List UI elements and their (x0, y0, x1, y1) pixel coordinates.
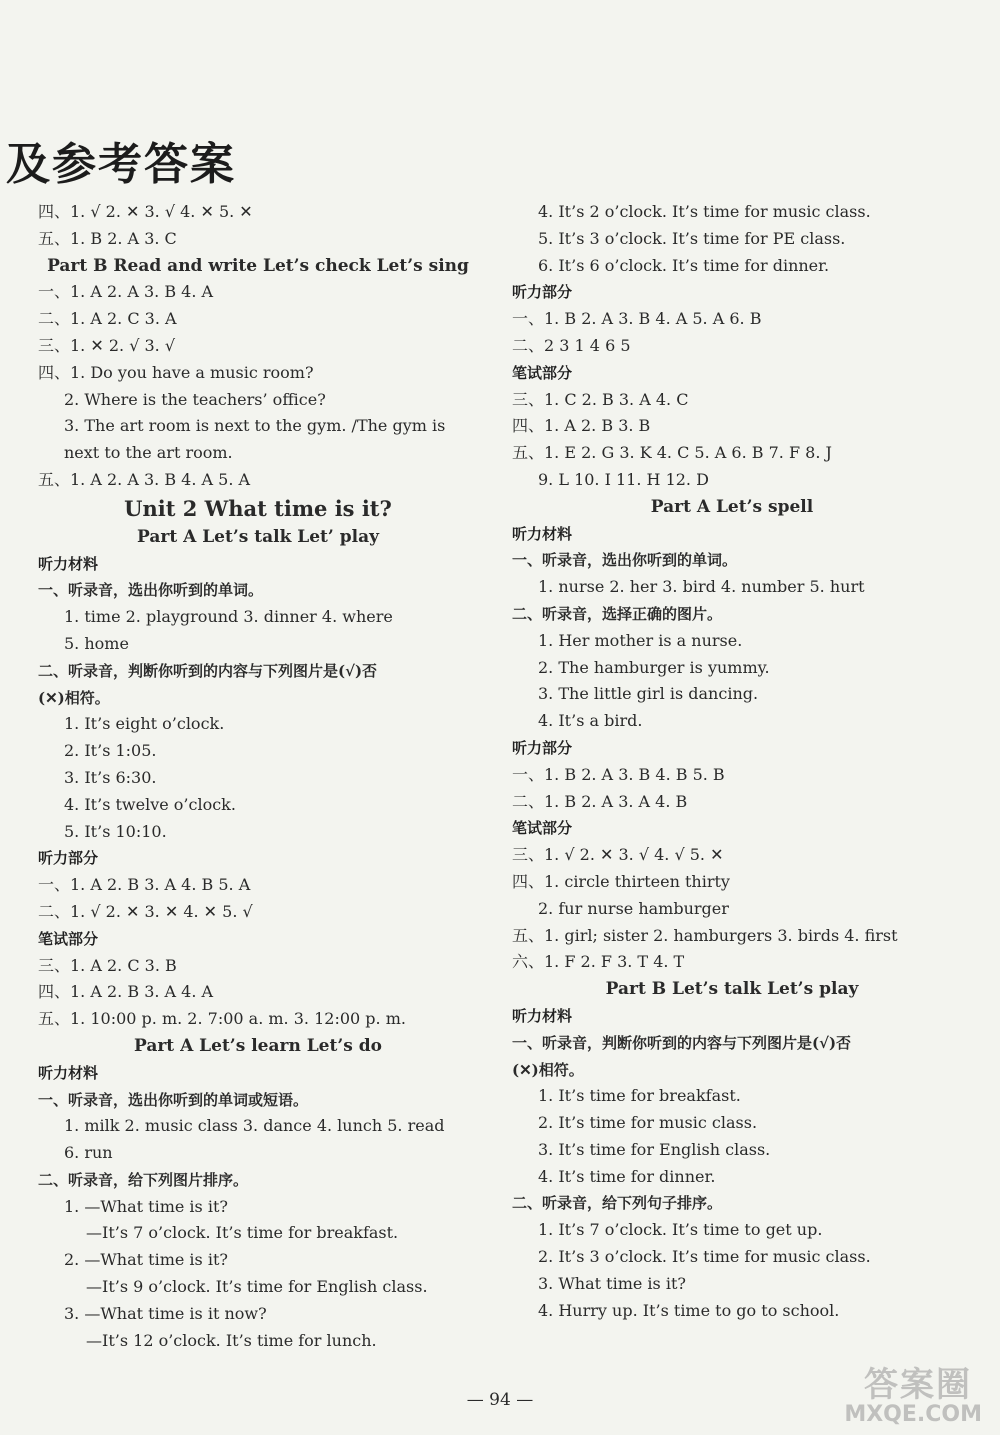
answer-line: 二、1. A 2. C 3. A (38, 309, 177, 329)
answer-line: 六、1. F 2. F 3. T 4. T (512, 952, 685, 972)
answer-line: 5. home (64, 633, 129, 653)
answer-line: 三、1. √ 2. ✕ 3. √ 4. √ 5. ✕ (512, 845, 724, 865)
answer-line: 一、1. B 2. A 3. B 4. B 5. B (512, 764, 725, 784)
section-heading: Part A Let’s talk Let’ play (137, 526, 379, 547)
answer-line: 3. The little girl is dancing. (538, 684, 759, 704)
section-heading: Part A Let’s spell (650, 496, 814, 517)
answer-line: 1. It’s 7 o’clock. It’s time to get up. (538, 1220, 823, 1240)
section-label: 听力材料 (38, 1063, 99, 1082)
page-title: 及参考答案 (6, 139, 236, 190)
section-label: 笔试部分 (512, 363, 573, 382)
answer-line: 1. It’s time for breakfast. (538, 1086, 741, 1106)
page-number: — 94 — (466, 1390, 534, 1410)
answer-line: 四、1. √ 2. ✕ 3. √ 4. ✕ 5. ✕ (38, 202, 253, 221)
question-prompt: 一、听录音，判断你听到的内容与下列图片是(√)否 (512, 1033, 852, 1052)
answer-line: 4. It’s twelve o’clock. (64, 794, 236, 814)
answer-line: 6. It’s 6 o’clock. It’s time for dinner. (538, 255, 830, 275)
answer-line: 1. —What time is it? (64, 1196, 228, 1216)
answer-line: 1. time 2. playground 3. dinner 4. where (64, 607, 393, 627)
answer-line: —It’s 12 o’clock. It’s time for lunch. (86, 1330, 377, 1350)
answer-line: 3. It’s 6:30. (64, 767, 157, 787)
answer-line: 三、1. ✕ 2. √ 3. √ (38, 335, 176, 355)
right-column (512, 199, 952, 1324)
answer-line: 三、1. C 2. B 3. A 4. C (512, 389, 689, 409)
answer-line: 四、1. Do you have a music room? (38, 362, 314, 382)
question-prompt: (✕)相符。 (38, 688, 110, 707)
answer-line: 四、1. A 2. B 3. B (512, 416, 651, 436)
answer-line: —It’s 9 o’clock. It’s time for English class. (86, 1277, 428, 1297)
section-heading: Part B Read and write Let’s check Let’s sing (47, 255, 469, 276)
section-label: 听力部分 (512, 283, 573, 302)
watermark-logo (792, 1357, 982, 1427)
answer-line: 5. It’s 10:10. (64, 821, 167, 841)
answer-line: 1. milk 2. music class 3. dance 4. lunch 5. read (64, 1116, 445, 1136)
answer-line: 2. fur nurse hamburger (538, 898, 729, 918)
section-label: 听力部分 (38, 849, 99, 868)
question-prompt: 二、听录音，给下列句子排序。 (512, 1194, 723, 1213)
answer-line: 四、1. circle thirteen thirty (512, 871, 730, 891)
question-prompt: 二、听录音，给下列图片排序。 (38, 1170, 249, 1189)
answer-line: 2. Where is the teachers’ office? (64, 389, 326, 409)
answer-line: 五、1. girl; sister 2. hamburgers 3. birds 4. first (512, 925, 898, 945)
answer-line: 二、1. B 2. A 3. A 4. B (512, 791, 688, 811)
section-label: 听力材料 (38, 554, 99, 573)
answer-line: 3. —What time is it now? (64, 1303, 267, 1323)
answer-line: 3. The art room is next to the gym. /The gym is (64, 416, 446, 436)
section-label: 听力材料 (512, 1006, 573, 1025)
answer-line: 2. It’s time for music class. (538, 1113, 758, 1133)
section-heading: Part B Let’s talk Let’s play (605, 979, 859, 1000)
answer-line: 三、1. A 2. C 3. B (38, 955, 177, 975)
answer-line: 1. It’s eight o’clock. (64, 714, 225, 734)
answer-line: 4. Hurry up. It’s time to go to school. (538, 1300, 840, 1320)
question-prompt: 二、听录音，判断你听到的内容与下列图片是(√)否 (38, 661, 378, 680)
question-prompt: 一、听录音，选出你听到的单词。 (512, 551, 738, 570)
answer-line: 五、1. 10:00 p. m. 2. 7:00 a. m. 3. 12:00 p. m. (38, 1009, 406, 1029)
watermark-bottom-text: MXQE.COM (844, 1402, 982, 1427)
answer-line: 一、1. A 2. A 3. B 4. A (38, 282, 214, 302)
answer-line: 一、1. A 2. B 3. A 4. B 5. A (38, 875, 251, 895)
section-heading: Part A Let’s learn Let’s do (134, 1035, 382, 1056)
answer-line: 2. —What time is it? (64, 1250, 228, 1270)
answer-line: 4. It’s time for dinner. (538, 1166, 716, 1186)
section-label: 听力材料 (512, 524, 573, 543)
answer-line: 四、1. A 2. B 3. A 4. A (38, 982, 214, 1002)
answer-line: 4. It’s a bird. (538, 711, 643, 731)
answer-line: 五、1. E 2. G 3. K 4. C 5. A 6. B 7. F 8. J (512, 443, 832, 463)
answer-line: 9. L 10. I 11. H 12. D (538, 469, 709, 489)
answer-line: 二、2 3 1 4 6 5 (512, 335, 631, 355)
answer-line: 6. run (64, 1143, 113, 1163)
question-prompt: 一、听录音，选出你听到的单词。 (38, 581, 264, 600)
watermark-top-text: 答案圈 (864, 1365, 972, 1405)
question-prompt: 二、听录音，选择正确的图片。 (512, 604, 723, 623)
question-prompt: 一、听录音，选出你听到的单词或短语。 (38, 1090, 309, 1109)
answer-line: 五、1. A 2. A 3. B 4. A 5. A (38, 469, 251, 489)
answer-line: 2. It’s 1:05. (64, 741, 157, 761)
section-label: 笔试部分 (512, 819, 573, 838)
answer-line: 二、1. √ 2. ✕ 3. ✕ 4. ✕ 5. √ (38, 901, 253, 921)
question-prompt: (✕)相符。 (512, 1060, 584, 1079)
section-label: 笔试部分 (38, 929, 99, 948)
answer-line: 4. It’s 2 o’clock. It’s time for music class. (538, 202, 871, 221)
section-label: 听力部分 (512, 738, 573, 757)
answer-line: 5. It’s 3 o’clock. It’s time for PE class. (538, 228, 846, 248)
left-column (38, 199, 478, 1354)
answer-line: 五、1. B 2. A 3. C (38, 228, 177, 248)
answer-line: 2. It’s 3 o’clock. It’s time for music class. (538, 1247, 871, 1267)
answer-line: next to the art room. (64, 443, 233, 463)
answer-line: 2. The hamburger is yummy. (538, 657, 770, 677)
answer-line: 一、1. B 2. A 3. B 4. A 5. A 6. B (512, 309, 762, 329)
answer-line: 1. nurse 2. her 3. bird 4. number 5. hurt (538, 577, 865, 597)
answer-line: 3. What time is it? (538, 1273, 686, 1293)
answer-line: 3. It’s time for English class. (538, 1139, 771, 1159)
answer-line: 1. Her mother is a nurse. (538, 630, 743, 650)
answer-line: —It’s 7 o’clock. It’s time for breakfast. (86, 1223, 399, 1243)
section-heading: Unit 2 What time is it? (124, 495, 392, 521)
